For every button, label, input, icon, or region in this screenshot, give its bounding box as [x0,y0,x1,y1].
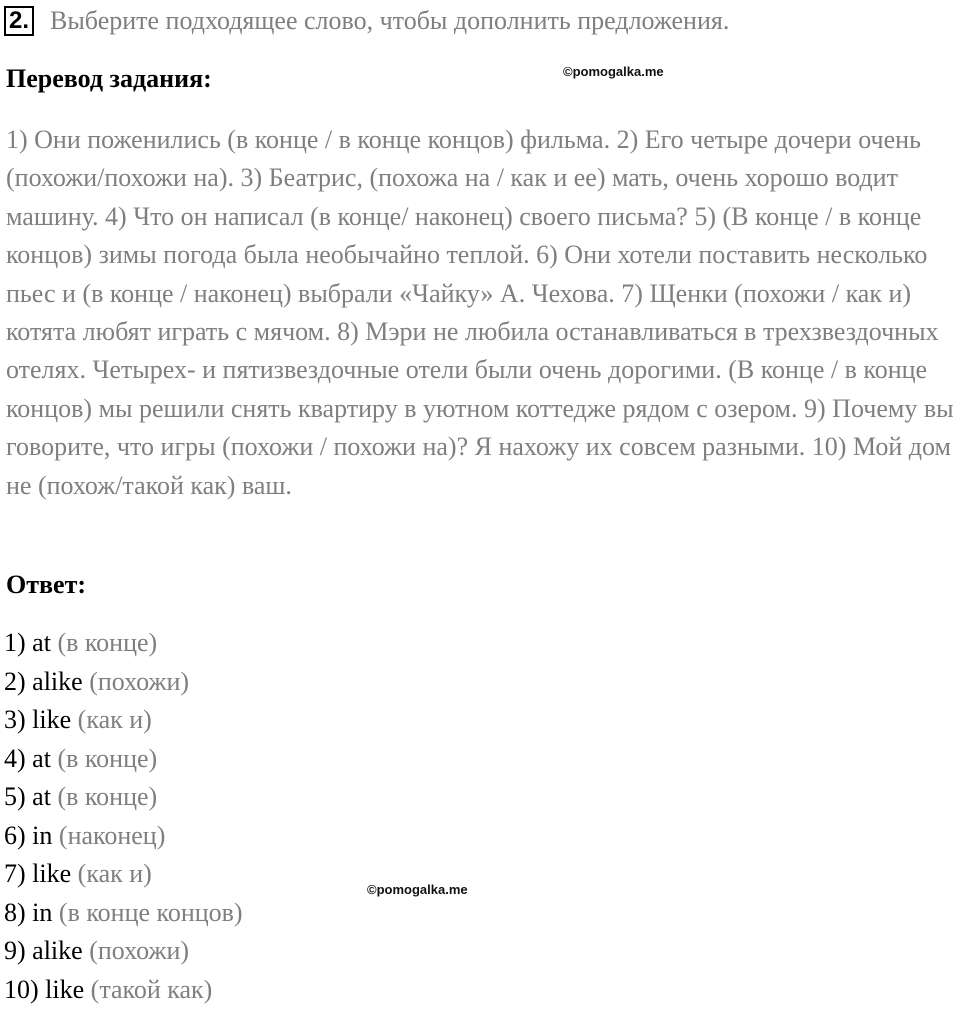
answer-number: 10) [4,975,39,1004]
answer-number: 7) [4,859,26,888]
answer-word: at [32,744,51,773]
answer-translation: (наконец) [59,821,165,850]
answer-number: 4) [4,744,26,773]
answer-word: like [32,859,71,888]
answer-translation: (в конце) [57,744,157,773]
answer-item [4,894,243,933]
translation-heading: Перевод задания: [6,64,212,94]
answer-number: 2) [4,667,26,696]
answer-item [4,817,243,856]
answer-number: 9) [4,936,26,965]
answer-word: in [32,898,52,927]
answer-word: alike [32,667,83,696]
answer-item [4,932,243,971]
answer-number: 3) [4,705,26,734]
answer-translation: (такой как) [91,975,213,1004]
answer-item [4,855,243,894]
answer-word: at [32,782,51,811]
answer-word: in [32,821,52,850]
task-instruction: Выберите подходящее слово, чтобы дополнить предложения. [50,6,729,36]
translation-paragraph: 1) Они поженились (в конце / в конце концов) фильма. 2) Его четыре дочери очень (похожи/похожи на). 3) Беатрис, (похожа на / как и ее) мать, очень хорошо водит машину. 4) Что он написал (в конце/ наконец) своего письма? 5) (В конце / в конце концов) зимы погода была необычайно теплой. 6) Они хотели поставить несколько пьес и (в конце / наконец) выбрали «Чайку» А. Чехова. 7) Щенки (похожи / как и) котята любят играть с мячом. 8) Мэри не любила останавливаться в трехзвездочных отелях. Четырех- и пятизвездочные отели были очень дорогими. (В конце / в конце концов) мы решили снять квартиру в уютном коттедже рядом с озером. 9) Почему вы говорите, что игры (похожи / похожи на)? Я нахожу их совсем разными. 10) Мой дом не (похож/такой как) ваш. [6,121,958,505]
answer-item [4,701,243,740]
answer-item [4,971,243,1009]
watermark-bottom: ©pomogalka.me [367,882,468,897]
answer-word: like [45,975,84,1004]
answer-list [4,624,243,1009]
answer-item [4,740,243,779]
answer-item [4,663,243,702]
answer-number: 1) [4,628,26,657]
answer-number: 8) [4,898,26,927]
answer-item [4,624,243,663]
answer-translation: (как и) [78,859,152,888]
task-header [4,4,729,38]
answer-word: like [32,705,71,734]
answer-translation: (в конце) [57,782,157,811]
answer-number: 6) [4,821,26,850]
answer-word: alike [32,936,83,965]
answer-heading: Ответ: [6,570,86,600]
answer-number: 5) [4,782,26,811]
task-number-badge: 2. [4,6,34,36]
answer-translation: (в конце) [57,628,157,657]
answer-item [4,778,243,817]
answer-translation: (в конце концов) [59,898,243,927]
answer-word: at [32,628,51,657]
answer-translation: (похожи) [89,936,189,965]
watermark-top: ©pomogalka.me [563,64,664,79]
answer-translation: (похожи) [89,667,189,696]
answer-translation: (как и) [78,705,152,734]
